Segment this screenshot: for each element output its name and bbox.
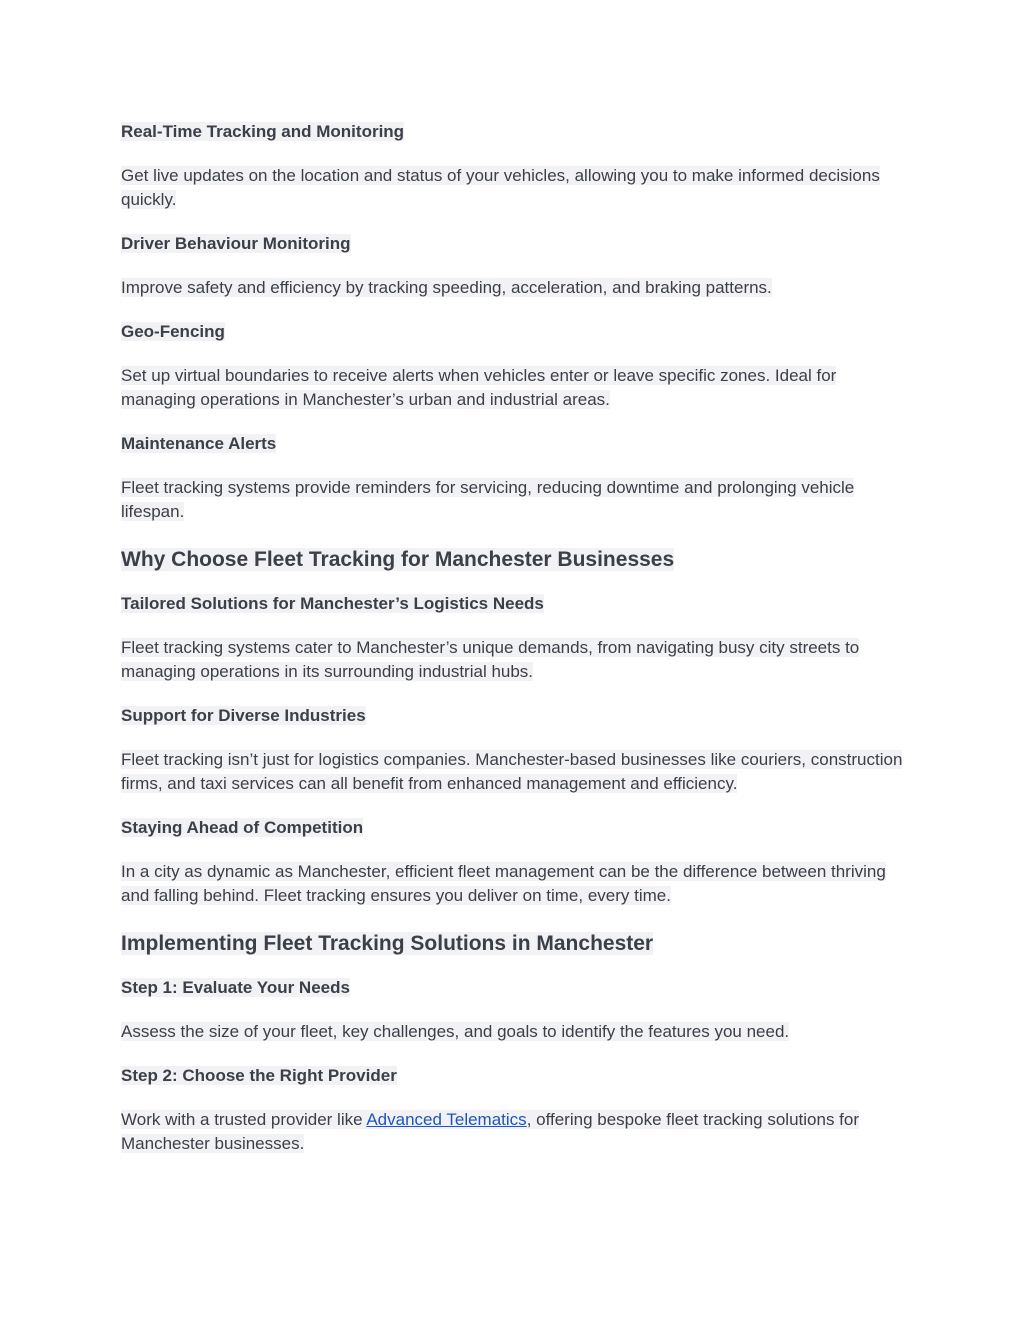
section-heading-text: Geo-Fencing <box>121 322 225 341</box>
section-heading <box>121 120 911 144</box>
step-heading-text: Step 1: Evaluate Your Needs <box>121 978 350 997</box>
why-item-heading-text: Support for Diverse Industries <box>121 706 366 725</box>
why-item-heading <box>121 704 911 728</box>
section-body <box>121 164 911 212</box>
why-item-heading <box>121 816 911 840</box>
why-choose-title <box>121 546 911 574</box>
why-item-heading-text: Staying Ahead of Competition <box>121 818 364 837</box>
section-heading <box>121 320 911 344</box>
why-choose-title-text: Why Choose Fleet Tracking for Manchester Businesses <box>121 548 675 571</box>
step-heading <box>121 1064 911 1088</box>
step-body-text: Assess the size of your fleet, key challenges, and goals to identify the features you need. <box>121 1022 790 1041</box>
why-item-body-text: Fleet tracking systems cater to Manchester’s unique demands, from navigating busy city streets to managing operations in its surrounding industrial hubs. <box>121 638 860 681</box>
section-body-text: Set up virtual boundaries to receive alerts when vehicles enter or leave specific zones. Ideal for managing operations in Manchester’s urban and industrial areas. <box>121 366 837 409</box>
section-body-text: Improve safety and efficiency by tracking speeding, acceleration, and braking patterns. <box>121 278 772 297</box>
implementing-title-text: Implementing Fleet Tracking Solutions in Manchester <box>121 932 654 955</box>
why-item-body-text: In a city as dynamic as Manchester, efficient fleet management can be the difference between thriving and falling behind. Fleet tracking ensures you deliver on time, every time. <box>121 862 886 905</box>
section-body <box>121 364 911 412</box>
section-body <box>121 276 911 300</box>
advanced-telematics-link[interactable]: Advanced Telematics <box>366 1110 527 1129</box>
section-body <box>121 476 911 524</box>
section-heading <box>121 432 911 456</box>
step-body-before: Work with a trusted provider like <box>121 1110 367 1129</box>
step-body-text <box>121 1110 859 1153</box>
step-body-after: , offering bespoke fleet tracking solutions for Manchester businesses. <box>121 1110 860 1153</box>
why-item-body <box>121 636 911 684</box>
step-body <box>121 1020 911 1044</box>
why-item-heading-text: Tailored Solutions for Manchester’s Logistics Needs <box>121 594 544 613</box>
step-body <box>121 1108 911 1156</box>
why-item-body-text: Fleet tracking isn’t just for logistics companies. Manchester-based businesses like couriers, construction firms, and taxi services can all benefit from enhanced management and efficiency. <box>121 750 903 793</box>
why-item-body <box>121 860 911 908</box>
section-body-text: Get live updates on the location and status of your vehicles, allowing you to make informed decisions quickly. <box>121 166 880 209</box>
section-heading-text: Driver Behaviour Monitoring <box>121 234 351 253</box>
section-body-text: Fleet tracking systems provide reminders for servicing, reducing downtime and prolonging vehicle lifespan. <box>121 478 855 521</box>
section-heading-text: Maintenance Alerts <box>121 434 277 453</box>
section-heading-text: Real-Time Tracking and Monitoring <box>121 122 405 141</box>
why-item-body <box>121 748 911 796</box>
step-heading <box>121 976 911 1000</box>
implementing-title <box>121 930 911 958</box>
section-heading <box>121 232 911 256</box>
step-heading-text: Step 2: Choose the Right Provider <box>121 1066 397 1085</box>
why-item-heading <box>121 592 911 616</box>
document-page <box>121 118 911 1156</box>
